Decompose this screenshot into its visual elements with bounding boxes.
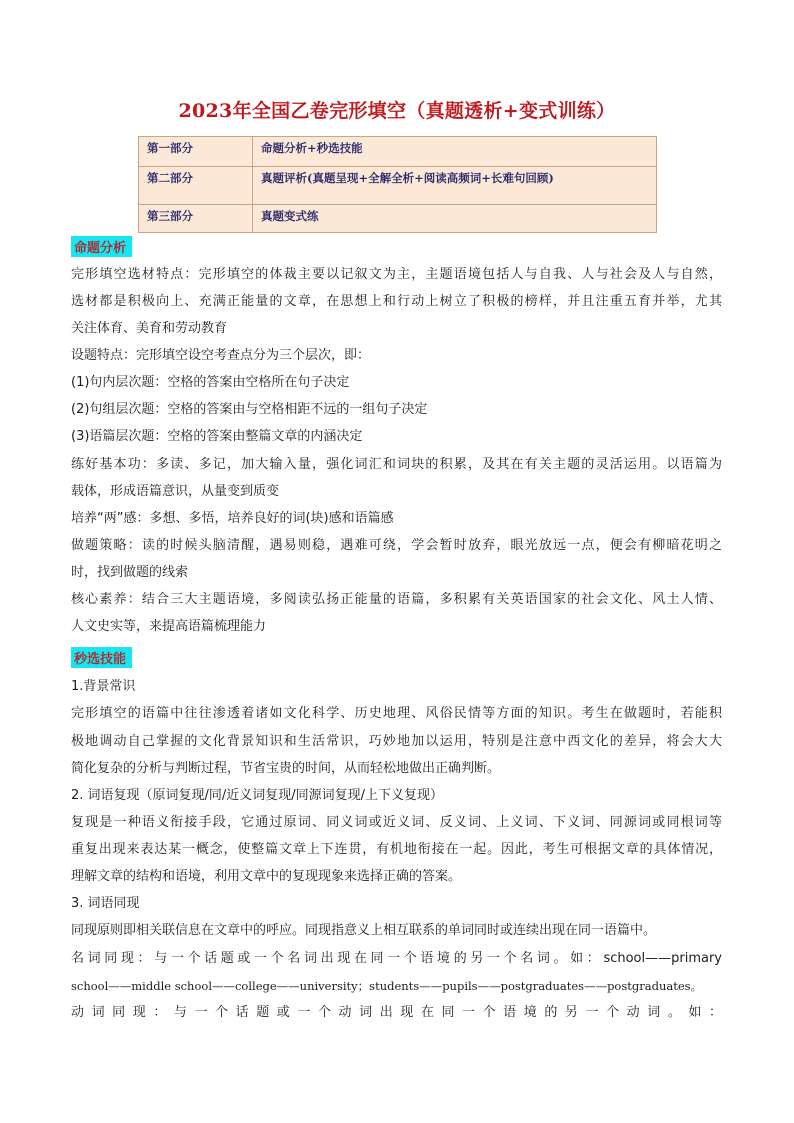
paragraph-line: 完形填空选材特点：完形填空的体裁主要以记叙文为主，主题语境包括人与自我、人与社会及人与自然， xyxy=(71,267,722,282)
paragraph-line: 培养“两”感：多想、多悟，培养良好的词(块)感和语篇感 xyxy=(71,511,394,526)
paragraph-line: 3. 词语同现 xyxy=(71,896,140,911)
paragraph-line: 理解文章的结构和语境，利用文章中的复现现象来选择正确的答案。 xyxy=(71,869,462,884)
paragraph-line: 同现原则即相关联信息在文章中的呼应。同现指意义上相互联系的单词同时或连续出现在同一语篇中。 xyxy=(71,923,657,938)
part-label: 第三部分 xyxy=(139,205,253,233)
paragraph-line: 重复出现来表达某一概念，使整篇文章上下连贯，有机地衔接在一起。因此，考生可根据文章的具体情况， xyxy=(71,842,722,857)
paragraph-line: 选材都是积极向上、充满正能量的文章，在思想上和行动上树立了积极的榜样，并且注重五育并举，尤其 xyxy=(71,294,722,309)
part-content: 真题评析(真题呈现+全解全析+阅读高频词+长难句回顾) xyxy=(253,167,657,205)
part-label: 第二部分 xyxy=(139,167,253,205)
paragraph-line: 简化复杂的分析与判断过程，节省宝贵的时间，从而轻松地做出正确判断。 xyxy=(71,761,501,776)
paragraph-line: 极地调动自己掌握的文化背景知识和生活常识，巧妙地加以运用，特别是注意中西文化的差异，将会大大 xyxy=(71,734,722,749)
paragraph-line: 完形填空的语篇中往往渗透着诸如文化科学、历史地理、风俗民情等方面的知识。考生在做题时，若能积 xyxy=(71,706,722,721)
contents-table xyxy=(138,136,657,233)
paragraph-line: 载体，形成语篇意识，从量变到质变 xyxy=(71,484,280,499)
paragraph-line: (2)句组层次题：空格的答案由与空格相距不远的一组句子决定 xyxy=(71,402,428,417)
part-content: 真题变式练 xyxy=(253,205,657,233)
section-heading-analysis: 命题分析 xyxy=(71,236,132,257)
table-row xyxy=(139,205,657,233)
paragraph-line: 设题特点：完形填空设空考查点分为三个层次，即： xyxy=(71,348,371,363)
section-heading-skills: 秒选技能 xyxy=(71,647,132,668)
paragraph-line: 关注体育、美育和劳动教育 xyxy=(71,321,228,336)
document-title: 2023年全国乙卷完形填空（真题透析+变式训练） xyxy=(178,100,616,122)
paragraph-line: 2. 词语复现（原词复现/同/近义词复现/同源词复现/上下义复现） xyxy=(71,788,444,803)
part-content: 命题分析+秒选技能 xyxy=(253,137,657,167)
paragraph-line: 复现是一种语义衔接手段，它通过原词、同义词或近义词、反义词、上义词、下义词、同源词或同根词等 xyxy=(71,815,722,830)
paragraph-line: 人文史实等，来提高语篇梳理能力 xyxy=(71,619,267,634)
paragraph-line: (3)语篇层次题：空格的答案由整篇文章的内涵决定 xyxy=(71,429,363,444)
paragraph-line: 做题策略：读的时候头脑清醒，遇易则稳，遇难可绕，学会暂时放弃，眼光放远一点，便会有柳暗花明之 xyxy=(71,538,722,553)
table-row xyxy=(139,167,657,205)
paragraph-line: school——middle school——college——university；students——pupils——postgraduates——postgraduates。 xyxy=(71,979,703,993)
paragraph-line: (1)句内层次题：空格的答案由空格所在句子决定 xyxy=(71,375,350,390)
part-label: 第一部分 xyxy=(139,137,253,167)
paragraph-line: 练好基本功：多读、多记，加大输入量，强化词汇和词块的积累，及其在有关主题的灵活运用。以语篇为 xyxy=(71,457,722,472)
table-row xyxy=(139,137,657,167)
paragraph-line: 动词同现：与一个话题或一个动词出现在同一个语境的另一个动词。如： xyxy=(71,1005,722,1020)
paragraph-line: 名词同现：与一个话题或一个名词出现在同一个语境的另一个名词。如：school——primary xyxy=(71,951,722,966)
paragraph-line: 1.背景常识 xyxy=(71,679,136,694)
paragraph-line: 核心素养：结合三大主题语境，多阅读弘扬正能量的语篇，多积累有关英语国家的社会文化、风土人情、 xyxy=(71,592,722,607)
paragraph-line: 时，找到做题的线索 xyxy=(71,565,189,580)
